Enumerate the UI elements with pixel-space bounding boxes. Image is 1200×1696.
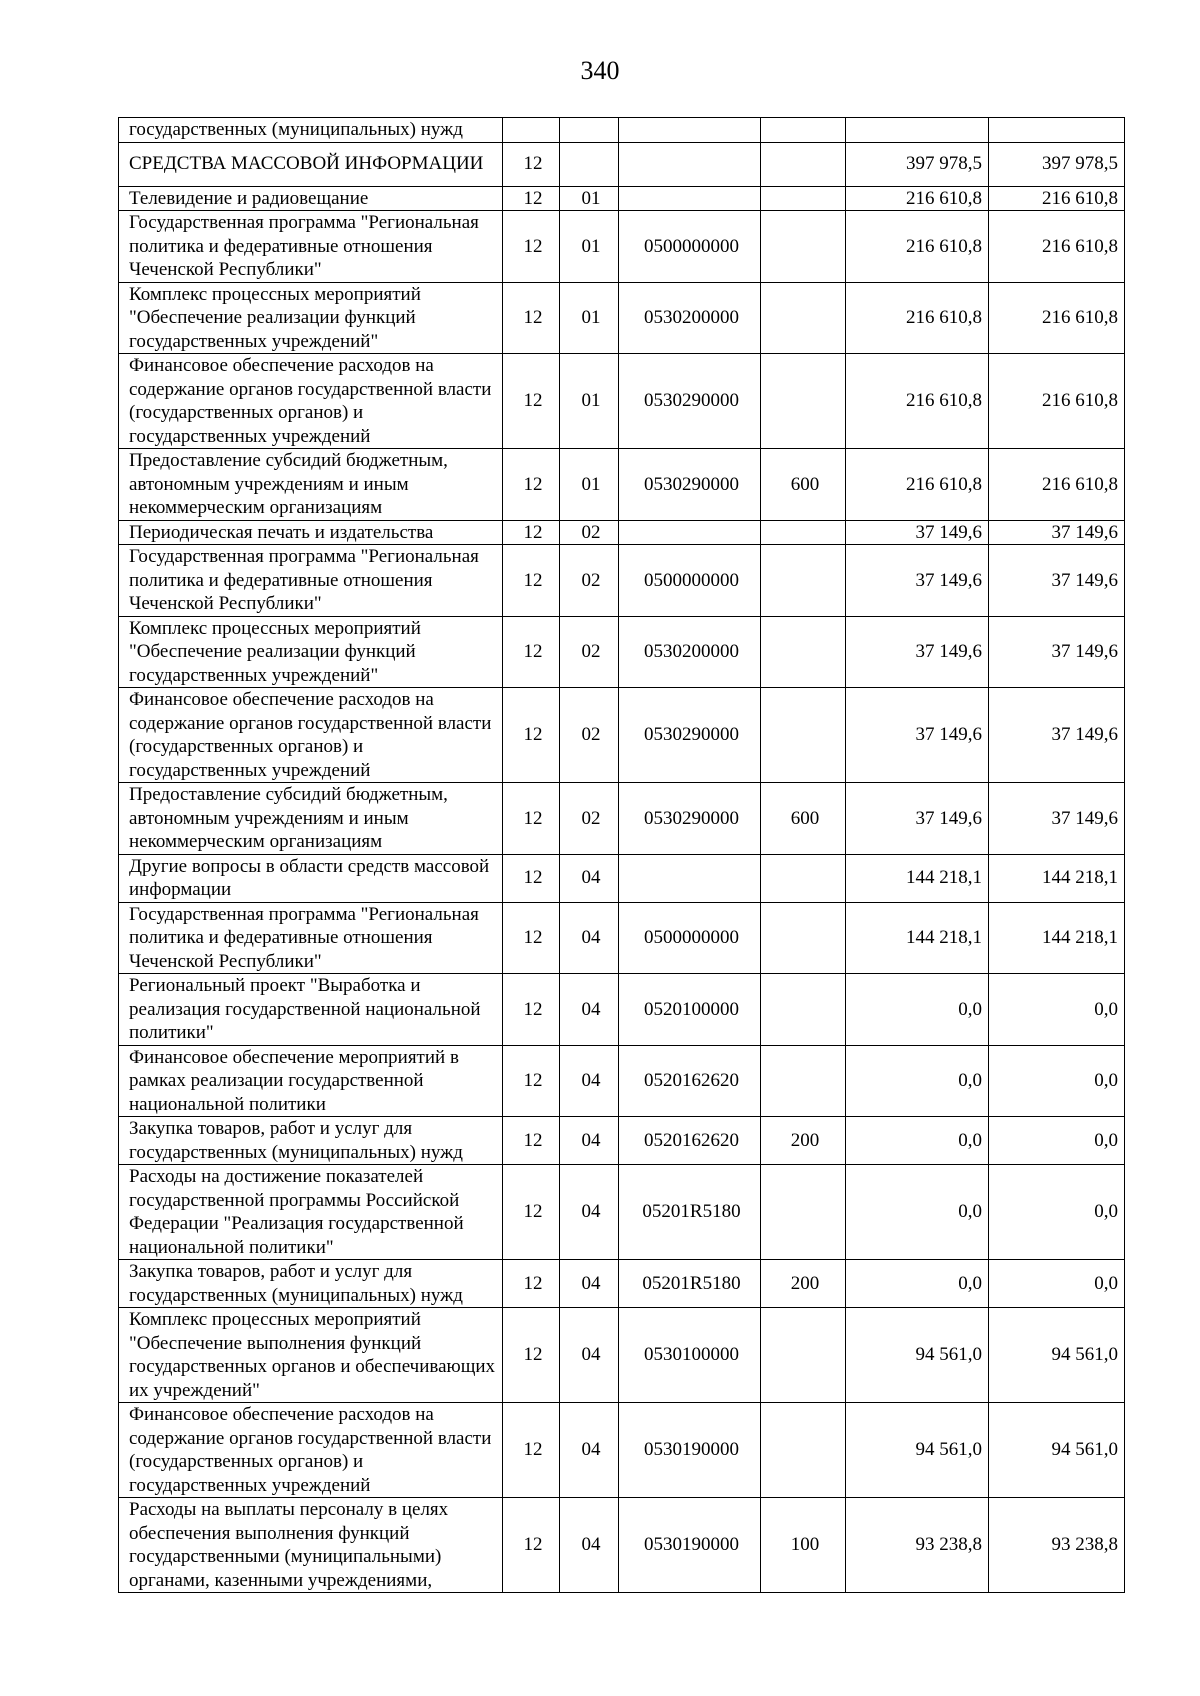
target-article-cell: 0500000000 [619, 902, 761, 974]
amount-year2-cell: 37 149,6 [989, 616, 1125, 688]
amount-year2-cell: 216 610,8 [989, 354, 1125, 449]
amount-year2-cell: 37 149,6 [989, 520, 1125, 545]
row-name-cell: Региональный проект "Выработка и реализация государственной национальной политики" [119, 974, 503, 1046]
amount-year2-cell: 216 610,8 [989, 186, 1125, 211]
section-code-cell: 12 [503, 688, 560, 783]
amount-year2-cell: 37 149,6 [989, 688, 1125, 783]
table-row [119, 520, 1125, 545]
amount-year1-cell [846, 118, 989, 143]
subsection-code-cell: 02 [560, 783, 619, 855]
section-code-cell: 12 [503, 1260, 560, 1308]
amount-year2-cell: 37 149,6 [989, 545, 1125, 617]
target-article-cell: 0530100000 [619, 1308, 761, 1403]
table-body [119, 118, 1125, 1593]
amount-year1-cell: 216 610,8 [846, 449, 989, 521]
target-article-cell: 0520100000 [619, 974, 761, 1046]
amount-year1-cell: 144 218,1 [846, 902, 989, 974]
amount-year2-cell: 144 218,1 [989, 854, 1125, 902]
row-name-cell: Финансовое обеспечение расходов на содержание органов государственной власти (государственных органов) и государственных учреждений [119, 354, 503, 449]
table-row [119, 902, 1125, 974]
target-article-cell: 0500000000 [619, 211, 761, 283]
table-row [119, 1165, 1125, 1260]
section-code-cell: 12 [503, 902, 560, 974]
expense-type-cell [761, 688, 846, 783]
expense-type-cell [761, 354, 846, 449]
section-code-cell: 12 [503, 449, 560, 521]
amount-year2-cell: 37 149,6 [989, 783, 1125, 855]
expense-type-cell [761, 1165, 846, 1260]
amount-year1-cell: 216 610,8 [846, 282, 989, 354]
subsection-code-cell: 04 [560, 1403, 619, 1498]
target-article-cell [619, 520, 761, 545]
amount-year2-cell [989, 118, 1125, 143]
table-row [119, 1117, 1125, 1165]
subsection-code-cell: 02 [560, 688, 619, 783]
target-article-cell: 0530200000 [619, 616, 761, 688]
amount-year1-cell: 0,0 [846, 974, 989, 1046]
subsection-code-cell: 04 [560, 854, 619, 902]
target-article-cell: 0530290000 [619, 783, 761, 855]
subsection-code-cell: 02 [560, 545, 619, 617]
amount-year1-cell: 37 149,6 [846, 545, 989, 617]
table-row [119, 354, 1125, 449]
target-article-cell: 0520162620 [619, 1045, 761, 1117]
target-article-cell: 0520162620 [619, 1117, 761, 1165]
amount-year1-cell: 37 149,6 [846, 616, 989, 688]
section-code-cell: 12 [503, 545, 560, 617]
table-row [119, 186, 1125, 211]
amount-year2-cell: 0,0 [989, 974, 1125, 1046]
row-name-cell: Телевидение и радиовещание [119, 186, 503, 211]
row-name-cell: Финансовое обеспечение расходов на содержание органов государственной власти (государственных органов) и государственных учреждений [119, 688, 503, 783]
subsection-code-cell: 04 [560, 974, 619, 1046]
target-article-cell [619, 186, 761, 211]
amount-year2-cell: 94 561,0 [989, 1403, 1125, 1498]
subsection-code-cell: 01 [560, 211, 619, 283]
amount-year2-cell: 397 978,5 [989, 142, 1125, 186]
subsection-code-cell: 04 [560, 1260, 619, 1308]
row-name-cell: Финансовое обеспечение расходов на содержание органов государственной власти (государственных органов) и государственных учреждений [119, 1403, 503, 1498]
subsection-code-cell: 01 [560, 354, 619, 449]
table-row [119, 282, 1125, 354]
row-name-cell: Комплекс процессных мероприятий "Обеспечение реализации функций государственных учреждений" [119, 282, 503, 354]
section-code-cell: 12 [503, 616, 560, 688]
row-name-cell: Закупка товаров, работ и услуг для государственных (муниципальных) нужд [119, 1117, 503, 1165]
expense-type-cell [761, 1045, 846, 1117]
expense-type-cell [761, 1403, 846, 1498]
amount-year1-cell: 37 149,6 [846, 520, 989, 545]
expense-type-cell: 600 [761, 449, 846, 521]
table-row [119, 974, 1125, 1046]
expense-type-cell [761, 186, 846, 211]
row-name-cell: Государственная программа "Региональная политика и федеративные отношения Чеченской Республики" [119, 211, 503, 283]
expense-type-cell: 100 [761, 1498, 846, 1593]
section-code-cell [503, 118, 560, 143]
subsection-code-cell: 01 [560, 449, 619, 521]
expense-type-cell [761, 1308, 846, 1403]
amount-year1-cell: 0,0 [846, 1045, 989, 1117]
table-row [119, 1498, 1125, 1593]
subsection-code-cell: 01 [560, 186, 619, 211]
amount-year1-cell: 0,0 [846, 1260, 989, 1308]
amount-year1-cell: 37 149,6 [846, 688, 989, 783]
expense-type-cell [761, 142, 846, 186]
subsection-code-cell: 04 [560, 1498, 619, 1593]
table-row [119, 688, 1125, 783]
target-article-cell: 0530190000 [619, 1498, 761, 1593]
amount-year1-cell: 216 610,8 [846, 354, 989, 449]
subsection-code-cell: 04 [560, 1165, 619, 1260]
amount-year2-cell: 216 610,8 [989, 449, 1125, 521]
row-name-cell: Комплекс процессных мероприятий "Обеспечение выполнения функций государственных органов и обеспечивающих их учреждений" [119, 1308, 503, 1403]
subsection-code-cell: 04 [560, 1308, 619, 1403]
section-code-cell: 12 [503, 1117, 560, 1165]
expense-type-cell: 200 [761, 1117, 846, 1165]
expense-type-cell [761, 545, 846, 617]
expense-type-cell [761, 211, 846, 283]
table-row [119, 449, 1125, 521]
section-code-cell: 12 [503, 282, 560, 354]
row-name-cell: Расходы на выплаты персоналу в целях обеспечения выполнения функций государственными (муниципальными) органами, казенными учреждениями, [119, 1498, 503, 1593]
expense-type-cell [761, 118, 846, 143]
amount-year2-cell: 93 238,8 [989, 1498, 1125, 1593]
section-code-cell: 12 [503, 142, 560, 186]
subsection-code-cell: 02 [560, 616, 619, 688]
amount-year1-cell: 37 149,6 [846, 783, 989, 855]
amount-year1-cell: 0,0 [846, 1165, 989, 1260]
table-row [119, 142, 1125, 186]
section-code-cell: 12 [503, 1165, 560, 1260]
section-code-cell: 12 [503, 186, 560, 211]
amount-year1-cell: 94 561,0 [846, 1403, 989, 1498]
section-code-cell: 12 [503, 211, 560, 283]
target-article-cell [619, 118, 761, 143]
row-name-cell: государственных (муниципальных) нужд [119, 118, 503, 143]
target-article-cell [619, 142, 761, 186]
page-number: 340 [580, 56, 620, 85]
amount-year1-cell: 144 218,1 [846, 854, 989, 902]
row-name-cell: Предоставление субсидий бюджетным, автономным учреждениям и иным некоммерческим организациям [119, 449, 503, 521]
table-row [119, 1308, 1125, 1403]
amount-year2-cell: 0,0 [989, 1045, 1125, 1117]
expense-type-cell [761, 974, 846, 1046]
target-article-cell [619, 854, 761, 902]
amount-year1-cell: 93 238,8 [846, 1498, 989, 1593]
target-article-cell: 0530290000 [619, 688, 761, 783]
subsection-code-cell: 04 [560, 1117, 619, 1165]
expense-type-cell [761, 616, 846, 688]
expense-type-cell [761, 282, 846, 354]
row-name-cell: Закупка товаров, работ и услуг для государственных (муниципальных) нужд [119, 1260, 503, 1308]
table-row [119, 1260, 1125, 1308]
table-row [119, 211, 1125, 283]
subsection-code-cell: 04 [560, 902, 619, 974]
target-article-cell: 05201R5180 [619, 1165, 761, 1260]
row-name-cell: Государственная программа "Региональная политика и федеративные отношения Чеченской Республики" [119, 902, 503, 974]
table-row [119, 1403, 1125, 1498]
amount-year1-cell: 0,0 [846, 1117, 989, 1165]
table-row [119, 616, 1125, 688]
expense-type-cell [761, 902, 846, 974]
row-name-cell: Государственная программа "Региональная политика и федеративные отношения Чеченской Республики" [119, 545, 503, 617]
amount-year2-cell: 144 218,1 [989, 902, 1125, 974]
table-row [119, 545, 1125, 617]
table-row [119, 854, 1125, 902]
amount-year2-cell: 0,0 [989, 1165, 1125, 1260]
amount-year1-cell: 216 610,8 [846, 211, 989, 283]
section-code-cell: 12 [503, 783, 560, 855]
amount-year1-cell: 397 978,5 [846, 142, 989, 186]
section-code-cell: 12 [503, 354, 560, 449]
table-row [119, 1045, 1125, 1117]
section-code-cell: 12 [503, 520, 560, 545]
table-row [119, 118, 1125, 143]
subsection-code-cell: 02 [560, 520, 619, 545]
target-article-cell: 0530190000 [619, 1403, 761, 1498]
subsection-code-cell: 04 [560, 1045, 619, 1117]
section-code-cell: 12 [503, 854, 560, 902]
amount-year2-cell: 216 610,8 [989, 282, 1125, 354]
target-article-cell: 0530290000 [619, 449, 761, 521]
section-code-cell: 12 [503, 974, 560, 1046]
subsection-code-cell [560, 142, 619, 186]
target-article-cell: 0530290000 [619, 354, 761, 449]
section-code-cell: 12 [503, 1403, 560, 1498]
table-row [119, 783, 1125, 855]
section-code-cell: 12 [503, 1045, 560, 1117]
budget-table [118, 117, 1125, 1593]
subsection-code-cell: 01 [560, 282, 619, 354]
expense-type-cell [761, 520, 846, 545]
row-name-cell: Периодическая печать и издательства [119, 520, 503, 545]
target-article-cell: 05201R5180 [619, 1260, 761, 1308]
expense-type-cell: 600 [761, 783, 846, 855]
amount-year2-cell: 0,0 [989, 1117, 1125, 1165]
target-article-cell: 0530200000 [619, 282, 761, 354]
row-name-cell: Предоставление субсидий бюджетным, автономным учреждениям и иным некоммерческим организациям [119, 783, 503, 855]
row-name-cell: Расходы на достижение показателей государственной программы Российской Федерации "Реализация государственной национальной политики" [119, 1165, 503, 1260]
amount-year1-cell: 216 610,8 [846, 186, 989, 211]
row-name-cell: Другие вопросы в области средств массовой информации [119, 854, 503, 902]
amount-year2-cell: 216 610,8 [989, 211, 1125, 283]
amount-year2-cell: 0,0 [989, 1260, 1125, 1308]
expense-type-cell [761, 854, 846, 902]
row-name-cell: СРЕДСТВА МАССОВОЙ ИНФОРМАЦИИ [119, 142, 503, 186]
expense-type-cell: 200 [761, 1260, 846, 1308]
section-code-cell: 12 [503, 1308, 560, 1403]
row-name-cell: Финансовое обеспечение мероприятий в рамках реализации государственной национальной политики [119, 1045, 503, 1117]
row-name-cell: Комплекс процессных мероприятий "Обеспечение реализации функций государственных учреждений" [119, 616, 503, 688]
subsection-code-cell [560, 118, 619, 143]
section-code-cell: 12 [503, 1498, 560, 1593]
amount-year1-cell: 94 561,0 [846, 1308, 989, 1403]
amount-year2-cell: 94 561,0 [989, 1308, 1125, 1403]
target-article-cell: 0500000000 [619, 545, 761, 617]
